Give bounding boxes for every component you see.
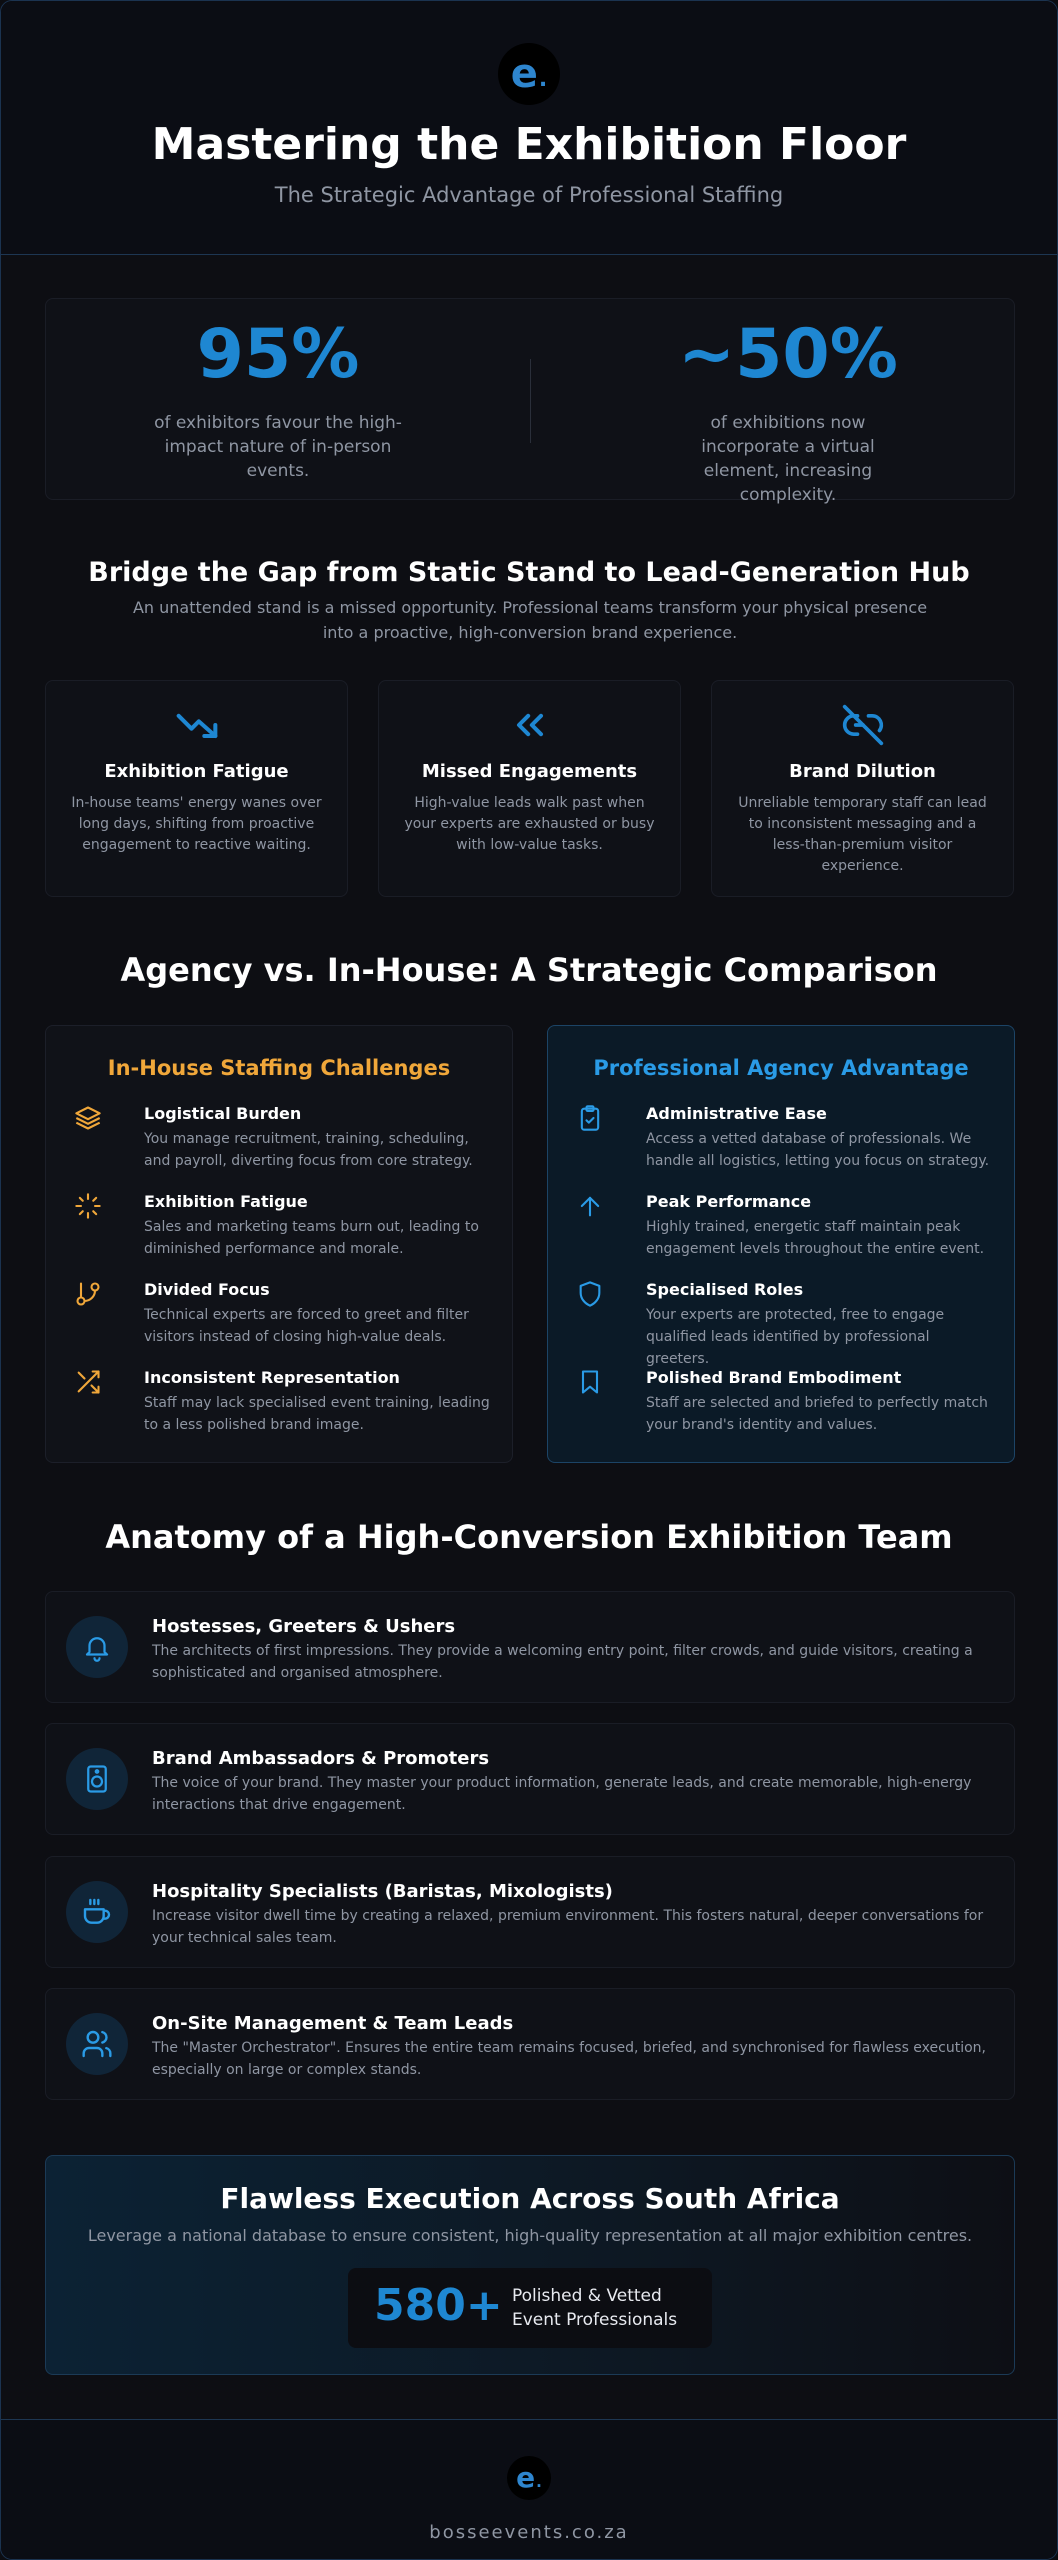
team-role-card (45, 1856, 1015, 1968)
problem-card-fatigue (45, 680, 348, 897)
clipboard-check-icon (576, 1104, 604, 1132)
professionals-count-badge (348, 2268, 712, 2348)
role-title: Hostesses, Greeters & Ushers (152, 1616, 456, 1637)
item-text: You manage recruitment, training, scheduling, and payroll, diverting focus from core strategy. (144, 1131, 473, 1169)
item-text: Access a vetted database of professionals. We handle all logistics, letting you focus on strategy. (646, 1131, 990, 1169)
shuffle-icon (74, 1368, 102, 1396)
page-title: Mastering the Exhibition Floor (151, 119, 907, 170)
stat-value: 95% (196, 315, 360, 394)
stat-in-person (128, 315, 428, 483)
stat-value: ~50% (678, 315, 898, 394)
website-link[interactable]: bosseevents.co.za (429, 2522, 629, 2543)
item-title: Peak Performance (646, 1192, 812, 1211)
item-title: Administrative Ease (646, 1104, 827, 1123)
shield-icon (576, 1280, 604, 1308)
coverage-banner (45, 2155, 1015, 2375)
layers-icon (74, 1104, 102, 1132)
anatomy-title: Anatomy of a High-Conversion Exhibition Team (105, 1518, 953, 1556)
bell-icon (66, 1616, 128, 1678)
team-role-card (45, 1723, 1015, 1835)
page-subtitle: The Strategic Advantage of Professional Staffing (274, 183, 784, 207)
footer (1, 2419, 1057, 2560)
item-text: Technical experts are forced to greet and filter visitors instead of closing high-value deals. (144, 1307, 469, 1345)
trending-down-icon (175, 703, 219, 747)
stat-virtual (638, 315, 938, 507)
inhouse-panel (45, 1025, 513, 1463)
item-text: Highly trained, energetic staff maintain peak engagement levels throughout the entire event. (646, 1219, 985, 1257)
item-title: Inconsistent Representation (144, 1368, 400, 1387)
header (1, 1, 1057, 255)
comparison-title: Agency vs. In-House: A Strategic Comparison (120, 951, 938, 989)
team-role-card (45, 1591, 1015, 1703)
coverage-title: Flawless Execution Across South Africa (220, 2182, 840, 2215)
stat-text: of exhibitors favour the high-impact nature of in-person events. (154, 413, 402, 481)
problem-title: Brand Dilution (789, 761, 936, 782)
item-text: Staff may lack specialised event training, leading to a less polished brand image. (144, 1395, 490, 1433)
problem-card-missed (378, 680, 681, 897)
coffee-icon (66, 1881, 128, 1943)
chevrons-left-icon (508, 703, 552, 747)
role-text: Increase visitor dwell time by creating a relaxed, premium environment. This fosters natural, deeper conversations for your technical sales team. (152, 1908, 984, 1946)
users-icon (66, 2013, 128, 2075)
problem-text: Unreliable temporary staff can lead to inconsistent messaging and a less-than-premium visitor experience. (738, 795, 987, 874)
professionals-count: 580+ (374, 2280, 503, 2331)
role-title: Brand Ambassadors & Promoters (152, 1748, 490, 1769)
bookmark-icon (576, 1368, 604, 1396)
speaker-icon (66, 1748, 128, 1810)
role-text: The architects of first impressions. They provide a welcoming entry point, filter crowds, and guide visitors, creating a sophisticated and organised atmosphere. (152, 1643, 973, 1681)
agency-panel (547, 1025, 1015, 1463)
role-text: The voice of your brand. They master your product information, generate leads, and create memorable, high-energy interactions that drive engagement. (152, 1775, 972, 1813)
role-text: The "Master Orchestrator". Ensures the entire team remains focused, briefed, and synchronised for flawless execution, especially on large or complex stands. (152, 2040, 986, 2078)
role-title: On-Site Management & Team Leads (152, 2013, 514, 2034)
problem-text: In-house teams' energy wanes over long days, shifting from proactive engagement to reactive waiting. (71, 795, 322, 853)
problem-card-dilution (711, 680, 1014, 897)
arrow-up-icon (576, 1192, 604, 1220)
footer-logo: e . (507, 2456, 551, 2500)
item-title: Polished Brand Embodiment (646, 1368, 902, 1387)
problem-title: Exhibition Fatigue (104, 761, 289, 782)
loader-icon (74, 1192, 102, 1220)
item-title: Logistical Burden (144, 1104, 302, 1123)
inhouse-title: In-House Staffing Challenges (107, 1056, 451, 1080)
team-role-card (45, 1988, 1015, 2100)
brand-logo: e . (498, 43, 560, 105)
stats-panel (45, 298, 1015, 505)
role-title: Hospitality Specialists (Baristas, Mixologists) (152, 1881, 613, 1902)
git-branch-icon (74, 1280, 102, 1308)
stat-divider (530, 359, 531, 443)
item-text: Staff are selected and briefed to perfectly match your brand's identity and values. (646, 1395, 988, 1433)
problem-text: High-value leads walk past when your experts are exhausted or busy with low-value tasks. (404, 795, 655, 853)
item-text: Sales and marketing teams burn out, leading to diminished performance and morale. (144, 1219, 479, 1257)
stat-text: of exhibitions now incorporate a virtual element, increasing complexity. (701, 413, 875, 505)
agency-title: Professional Agency Advantage (593, 1056, 969, 1080)
item-title: Divided Focus (144, 1280, 270, 1299)
coverage-description: Leverage a national database to ensure consistent, high-quality representation at all major exhibition centres. (87, 2226, 973, 2245)
item-title: Specialised Roles (646, 1280, 804, 1299)
item-text: Your experts are protected, free to engage qualified leads identified by professional greeters. (646, 1307, 945, 1367)
item-title: Exhibition Fatigue (144, 1192, 308, 1211)
bridge-title: Bridge the Gap from Static Stand to Lead-Generation Hub (88, 557, 970, 588)
broken-link-icon (841, 703, 885, 747)
problem-title: Missed Engagements (421, 761, 638, 782)
professionals-count-label: Polished & Vetted Event Professionals (512, 2286, 678, 2330)
bridge-description: An unattended stand is a missed opportunity. Professional teams transform your physical presence into a proactive, high-conversion brand experience. (132, 598, 928, 642)
